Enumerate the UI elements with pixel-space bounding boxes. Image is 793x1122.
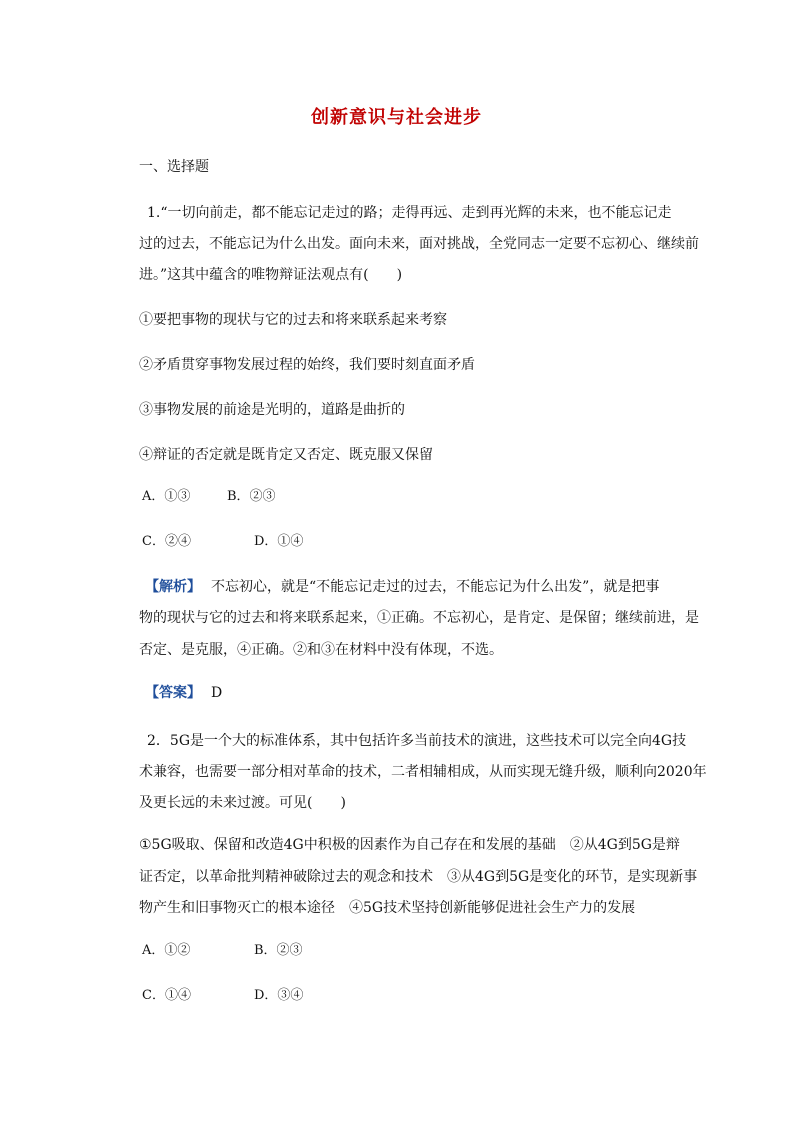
q1-option-b: B．②③ xyxy=(227,489,276,504)
q1-statement-1: ①要把事物的现状与它的过去和将来联系起来考察 xyxy=(139,312,447,328)
q1-answer: D xyxy=(211,685,223,701)
q1-option-c: C．②④ xyxy=(142,534,191,549)
q1-option-a: A．①③ xyxy=(142,489,191,504)
q1-stem-line-3: 进。”这其中蕴含的唯物辩证法观点有( ) xyxy=(139,267,403,283)
q2-option-b: B．②③ xyxy=(254,943,303,958)
q1-analysis-tag: 【解析】 xyxy=(145,579,201,595)
q1-option-d: D．①④ xyxy=(254,534,304,549)
q2-option-c: C．①④ xyxy=(142,988,191,1003)
q2-statements-line-2: 证否定，以革命批判精神破除过去的观念和技术 ③从4G到5G是变化的环节，是实现新事 xyxy=(139,869,698,885)
q2-stem-line-1: 2．5G是一个大的标准体系，其中包括许多当前技术的演进，这些技术可以完全向4G技 xyxy=(147,733,687,749)
q1-analysis-line-1: 不忘初心，就是“不能忘记走过的过去，不能忘记为什么出发”，就是把事 xyxy=(211,579,660,595)
section-heading: 一、选择题 xyxy=(139,159,209,175)
q2-statements-line-3: 物产生和旧事物灭亡的根本途径 ④5G技术坚持创新能够促进社会生产力的发展 xyxy=(139,900,636,916)
q1-stem-line-1: 1.“一切向前走，都不能忘记走过的路；走得再远、走到再光辉的未来，也不能忘记走 xyxy=(147,205,672,221)
document-title: 创新意识与社会进步 xyxy=(311,107,482,128)
q2-stem-line-3: 及更长远的未来过渡。可见( ) xyxy=(139,795,346,811)
q1-statement-4: ④辩证的否定就是既肯定又否定、既克服又保留 xyxy=(139,447,433,463)
q2-option-d: D．③④ xyxy=(254,988,304,1003)
q1-stem-line-2: 过的过去，不能忘记为什么出发。面向未来，面对挑战，全党同志一定要不忘初心、继续前 xyxy=(139,236,699,252)
q1-statement-3: ③事物发展的前途是光明的，道路是曲折的 xyxy=(139,402,405,418)
q1-analysis-line-2: 物的现状与它的过去和将来联系起来，①正确。不忘初心，是肯定、是保留；继续前进，是 xyxy=(139,610,699,626)
q1-answer-tag: 【答案】 xyxy=(145,685,201,701)
q1-analysis-line-3: 否定、是克服，④正确。②和③在材料中没有体现，不选。 xyxy=(139,642,503,658)
q2-stem-line-2: 术兼容，也需要一部分相对革命的技术，二者相辅相成，从而实现无缝升级，顺利向2020年 xyxy=(139,764,707,780)
q2-statements-line-1: ①5G吸取、保留和改造4G中积极的因素作为自己存在和发展的基础 ②从4G到5G是辩 xyxy=(139,837,680,853)
q2-option-a: A．①② xyxy=(142,943,191,958)
q1-statement-2: ②矛盾贯穿事物发展过程的始终，我们要时刻直面矛盾 xyxy=(139,357,475,373)
